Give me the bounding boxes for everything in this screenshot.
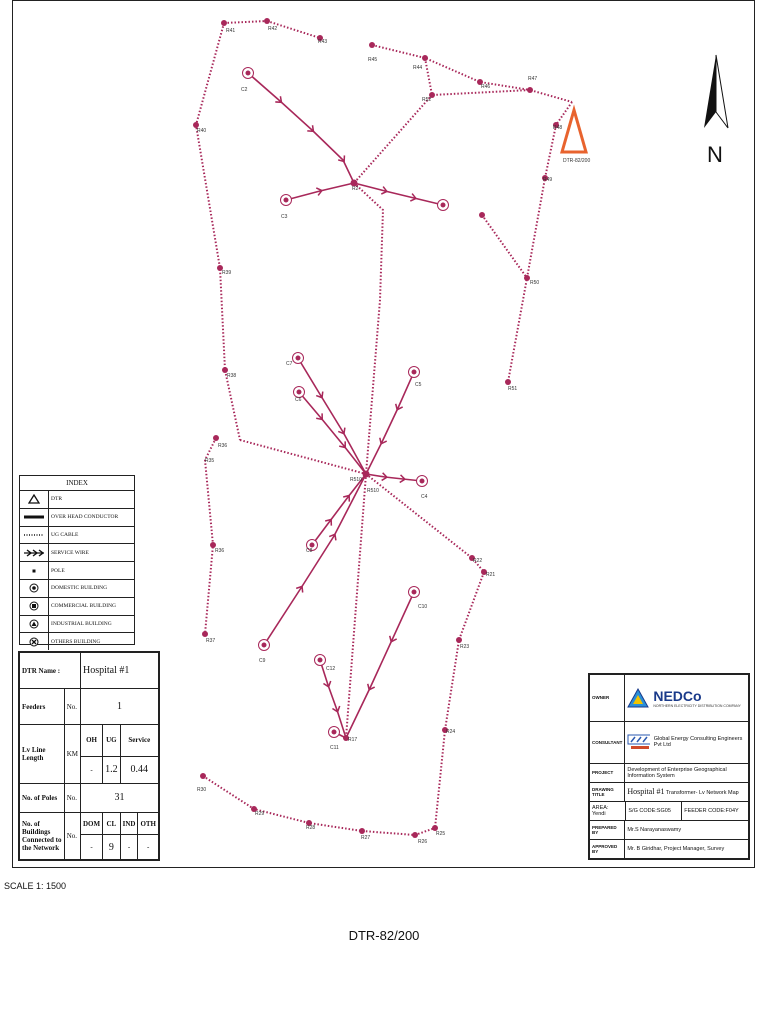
svg-text:R47: R47 — [528, 76, 538, 82]
owner-sub: NORTHERN ELECTRICITY DISTRIBUTION COMPANY — [653, 703, 741, 708]
svg-text:C12: C12 — [326, 666, 336, 672]
industrial-building-icon — [20, 616, 49, 633]
svg-text:R2: R2 — [352, 186, 359, 192]
svg-text:R52: R52 — [422, 97, 432, 103]
north-label: N — [707, 142, 723, 167]
feeder-code: FEEDER CODE:F04Y — [682, 801, 749, 820]
svg-text:C4: C4 — [421, 494, 428, 500]
svg-text:R46: R46 — [481, 84, 491, 90]
project-value: Development of Enterprise Geographical Information System — [625, 763, 749, 782]
svg-text:R37: R37 — [206, 638, 216, 644]
svg-text:R510: R510 — [367, 488, 379, 494]
service-wire-icon — [20, 544, 49, 561]
drawing-title-suffix: Transformer- Lv Network Map — [665, 790, 739, 797]
svg-text:R22: R22 — [473, 558, 483, 564]
owner-logo — [627, 688, 746, 708]
service-value: 0.44 — [120, 756, 158, 783]
drawing-title-label: DRAWING TITLE — [590, 782, 625, 801]
svg-text:R25: R25 — [436, 831, 446, 837]
index-item: OVER HEAD CONDUCTOR — [20, 509, 134, 527]
others-building-icon — [20, 633, 49, 650]
commercial-building-icon — [20, 598, 49, 615]
ug-label: UG — [103, 725, 121, 757]
drawing-title-value: Hospital #1 — [627, 787, 665, 797]
svg-text:C3: C3 — [281, 214, 288, 220]
consultant-label: CONSULTANT — [590, 721, 625, 763]
owner-name: NEDCo — [653, 687, 702, 704]
area-label: AREA: Yendi — [590, 801, 626, 820]
scale-text: SCALE 1: 1500 — [4, 881, 67, 891]
index-item: SERVICE WIRE — [20, 544, 134, 562]
buildings-label: No. of Buildings Connected to the Network — [20, 812, 65, 859]
svg-text:C5: C5 — [415, 382, 422, 388]
svg-text:R30: R30 — [197, 787, 207, 793]
ug-value: 1.2 — [103, 756, 121, 783]
svg-text:R29: R29 — [255, 811, 265, 817]
dtr-triangle-icon — [562, 110, 590, 164]
dtr-name-label: DTR Name : — [20, 653, 81, 689]
domestic-building-icon — [20, 580, 49, 597]
svg-text:C10: C10 — [418, 604, 428, 610]
svg-text:R49: R49 — [543, 177, 553, 183]
poles-no-label: No. — [64, 783, 80, 812]
ug-cable-icon — [20, 527, 49, 544]
dtr-triangle-icon — [20, 491, 49, 508]
svg-text:C9: C9 — [259, 658, 266, 664]
svg-text:R48: R48 — [553, 125, 563, 131]
poles-value: 31 — [80, 783, 158, 812]
nedco-logo-icon — [627, 688, 649, 708]
buildings-no-label: No. — [64, 812, 80, 859]
svg-text:R27: R27 — [361, 835, 371, 841]
prepared-label: PREPARED BY — [590, 820, 625, 839]
index-title: INDEX — [20, 476, 134, 491]
cl-label: CL — [103, 812, 121, 835]
svg-text:C11: C11 — [330, 745, 339, 751]
svg-text:R24: R24 — [446, 729, 456, 735]
dtr-name-value: Hospital #1 — [80, 653, 158, 689]
consultant-name: Global Energy Consulting Engineers Pvt Ltd — [653, 736, 743, 749]
gecepl-logo-icon — [627, 733, 649, 751]
svg-text:R28: R28 — [306, 825, 316, 831]
pole-symbols — [193, 18, 559, 838]
svg-text:R510: R510 — [350, 477, 362, 483]
service-wire-lines — [248, 73, 443, 738]
svg-text:R39: R39 — [222, 270, 232, 276]
approved-label: APPROVED BY — [590, 839, 625, 858]
lv-line-label: Lv Line Length — [20, 725, 65, 784]
svg-text:R40: R40 — [197, 128, 207, 134]
project-label: PROJECT — [590, 763, 625, 782]
dom-value: - — [80, 835, 102, 860]
prepared-value: Mr.S Narayanaswamy — [625, 820, 749, 839]
svg-text:R44: R44 — [413, 65, 423, 71]
north-arrow-icon — [704, 55, 728, 167]
index-legend — [19, 475, 135, 645]
svg-text:R23: R23 — [460, 644, 470, 650]
svg-text:R51: R51 — [508, 386, 518, 392]
pole-icon — [20, 562, 49, 579]
index-item: DTR — [20, 491, 134, 509]
dom-label: DOM — [80, 812, 102, 835]
service-label: Service — [120, 725, 158, 757]
index-item: DOMESTIC BUILDING — [20, 580, 134, 598]
svg-text:R38: R38 — [227, 373, 237, 379]
approved-value: Mr. B Giridhar, Project Manager, Survey — [625, 839, 749, 858]
building-symbols — [243, 68, 449, 738]
dtr-marker-label: DTR-82/200 — [563, 158, 591, 164]
feeders-label: Feeders — [20, 689, 65, 725]
svg-text:R26: R26 — [418, 839, 428, 845]
page-caption: DTR-82/200 — [348, 928, 420, 943]
svg-text:C7: C7 — [286, 361, 293, 367]
poles-label: No. of Poles — [20, 783, 65, 812]
svg-text:R36: R36 — [218, 443, 228, 449]
svg-text:C8: C8 — [306, 548, 313, 554]
oth-value: - — [138, 835, 159, 860]
oh-label: OH — [80, 725, 102, 757]
index-item: INDUSTRIAL BUILDING — [20, 616, 134, 634]
svg-text:C2: C2 — [241, 87, 248, 93]
dtr-info-table — [18, 651, 160, 861]
ind-value: - — [120, 835, 138, 860]
svg-text:R43: R43 — [318, 39, 328, 45]
oh-value: - — [80, 756, 102, 783]
svg-text:C6: C6 — [295, 397, 302, 403]
node-labels — [197, 26, 562, 845]
index-item: COMMERCIAL BUILDING — [20, 598, 134, 616]
sg-code: S/G CODE:SG05 — [626, 801, 682, 820]
cl-value: 9 — [103, 835, 121, 860]
svg-text:R36: R36 — [215, 548, 225, 554]
ug-cable-lines — [196, 21, 572, 835]
index-item: UG CABLE — [20, 527, 134, 545]
svg-text:R35: R35 — [205, 458, 215, 464]
svg-text:R42: R42 — [268, 26, 278, 32]
svg-text:R21: R21 — [486, 572, 496, 578]
svg-text:R17: R17 — [348, 737, 358, 743]
svg-text:R50: R50 — [530, 280, 540, 286]
lv-km-label: KM — [64, 725, 80, 784]
svg-text:R41: R41 — [226, 28, 236, 34]
feeders-value: 1 — [80, 689, 158, 725]
overhead-conductor-icon — [20, 509, 49, 526]
ind-label: IND — [120, 812, 138, 835]
oth-label: OTH — [138, 812, 159, 835]
svg-text:R45: R45 — [368, 57, 378, 63]
index-item: POLE — [20, 562, 134, 580]
index-item: OTHERS BUILDING — [20, 633, 134, 650]
title-block — [588, 673, 750, 860]
feeders-no-label: No. — [64, 689, 80, 725]
owner-label: OWNER — [590, 675, 625, 722]
